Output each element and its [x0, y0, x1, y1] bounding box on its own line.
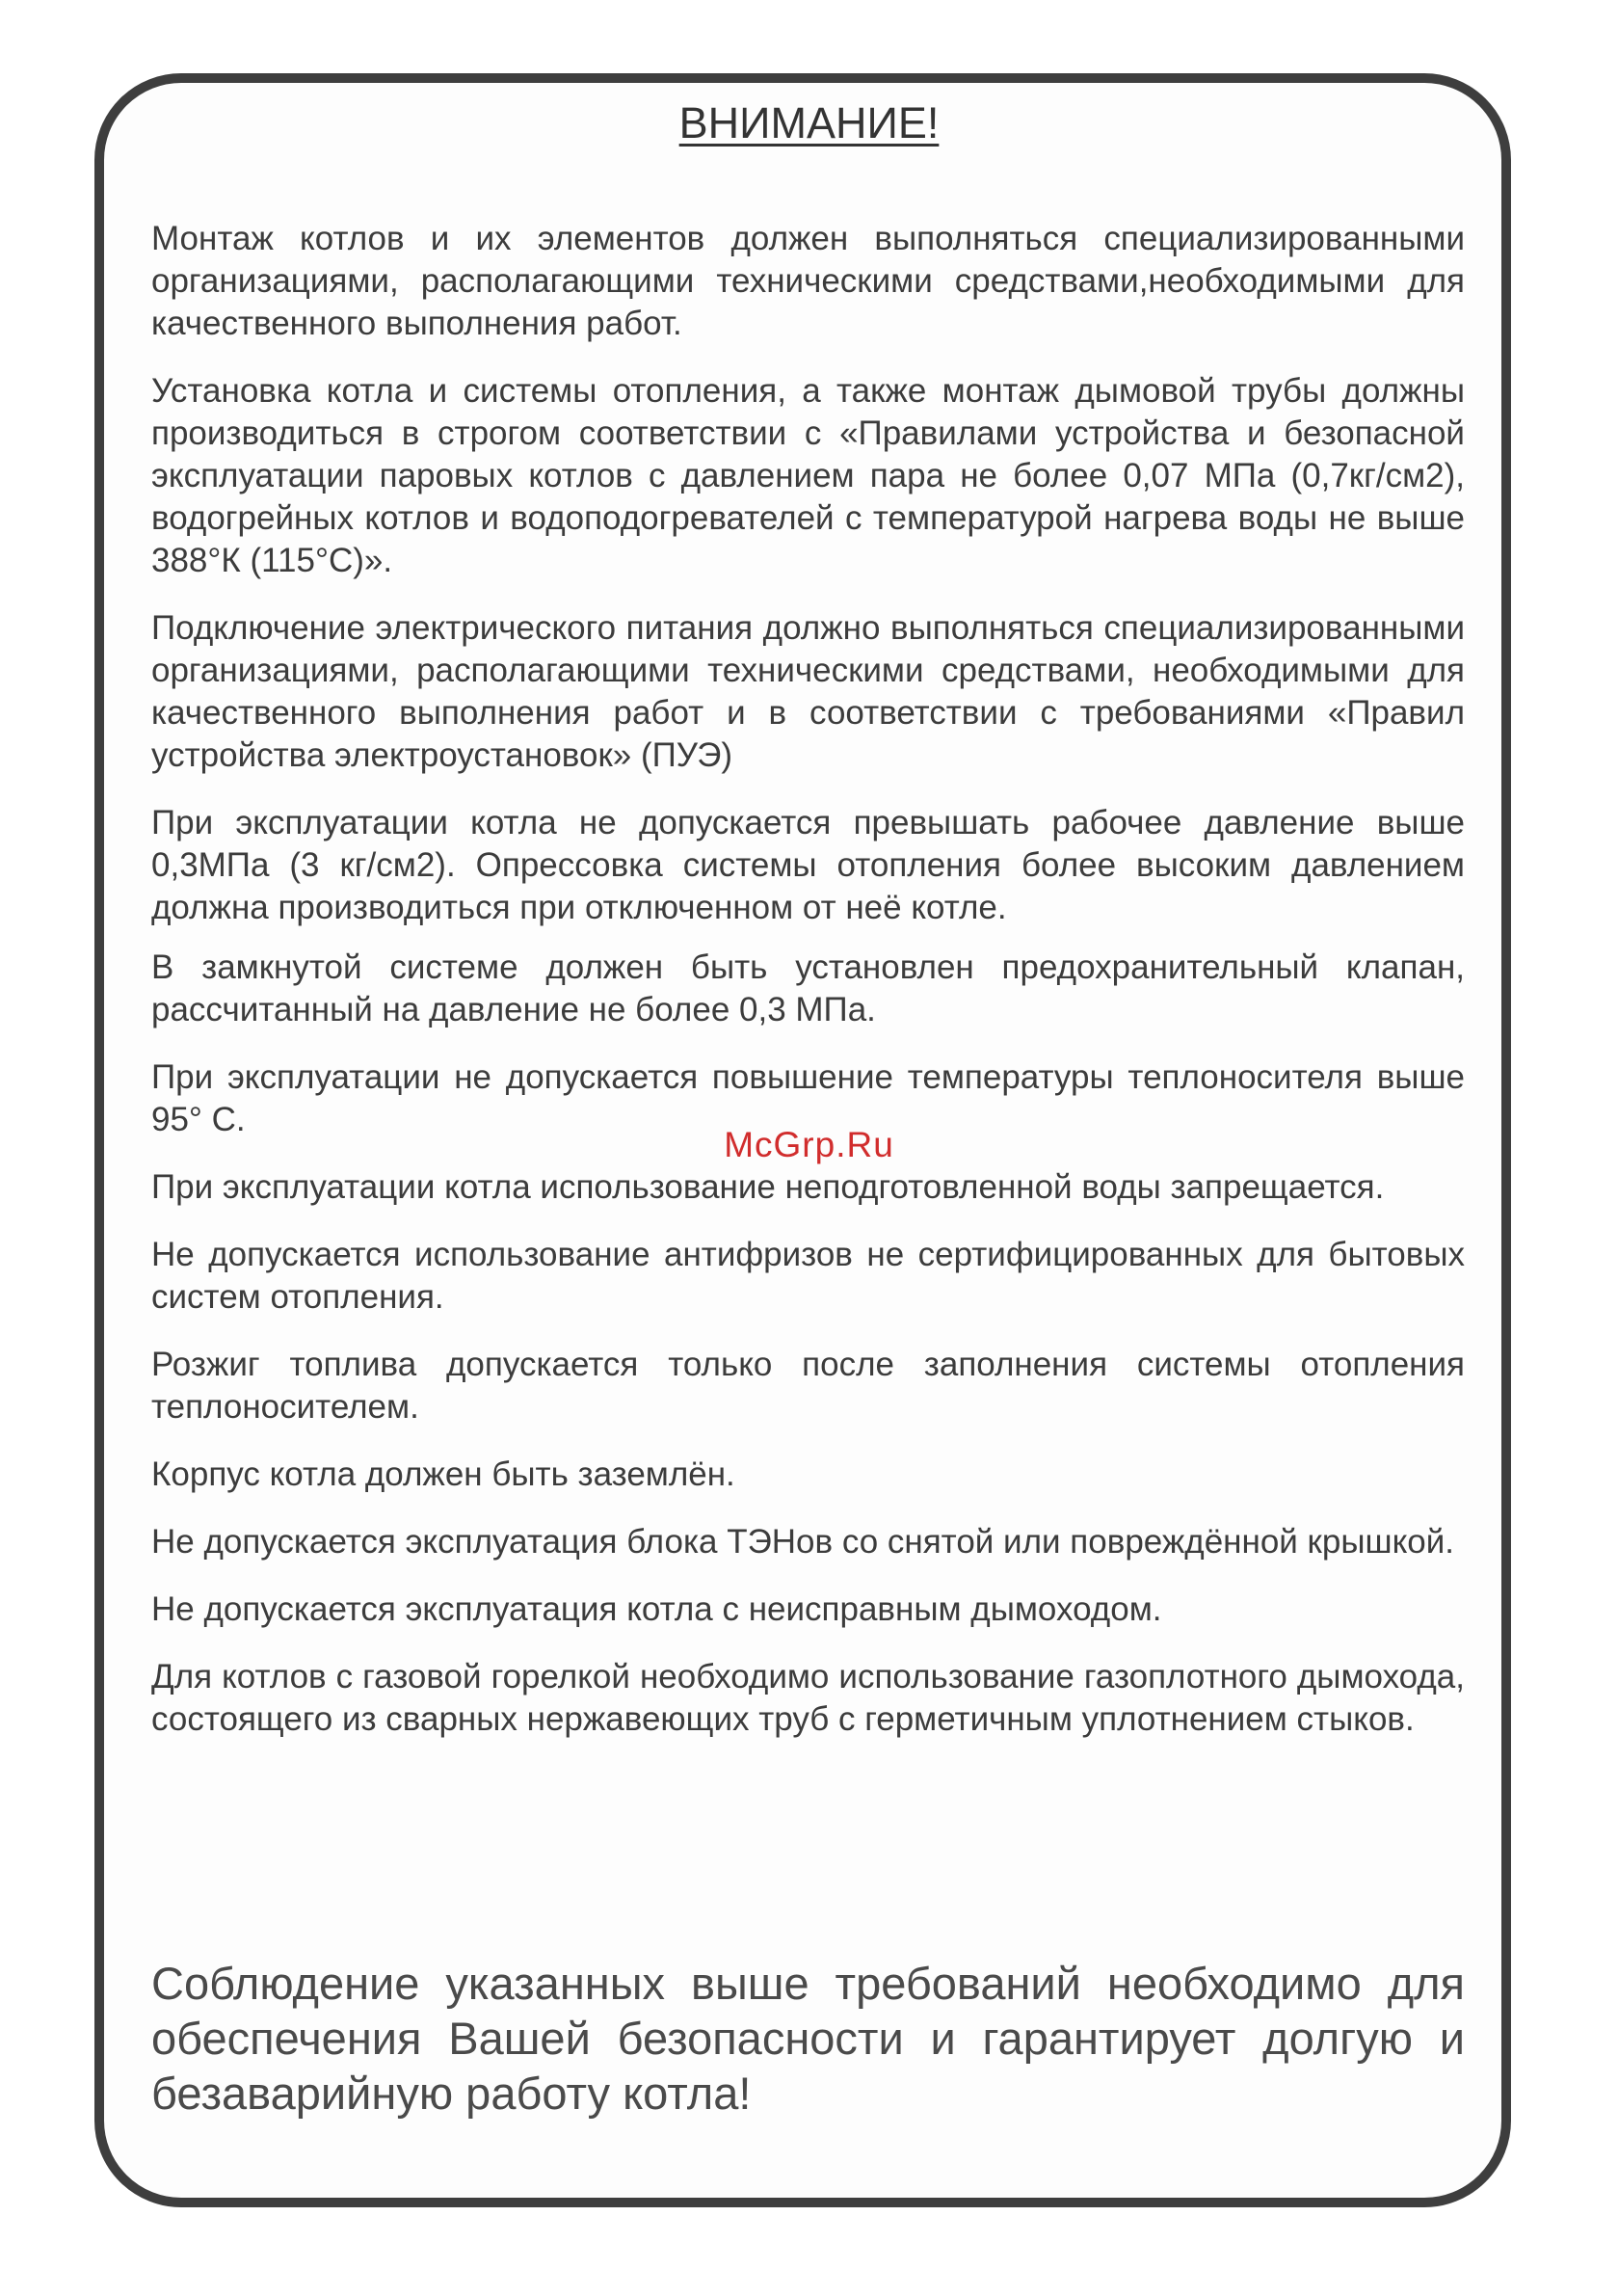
page-title-text: ВНИМАНИЕ! [678, 98, 940, 147]
paragraph-pressure: При эксплуатации котла не допускается превышать рабочее давление выше 0,3МПа (3 кг/см2). Опрессовка системы отопления более высоким давлением должна производиться при отключенном от неё котле. [151, 804, 1465, 926]
paragraph-safety-valve: В замкнутой системе должен быть установлен предохранительный клапан, рассчитанный на давление не более 0,3 МПа. [151, 948, 1465, 1028]
watermark: McGrp.Ru [724, 1125, 894, 1164]
paragraph-water: При эксплуатации котла использование неподготовленной воды запрещается. [151, 1168, 1385, 1206]
paragraph-gas-burner: Для котлов с газовой горелкой необходимо использование газоплотного дымохода, состоящего из сварных нержавеющих труб с герметичным уплотнением стыков. [151, 1658, 1465, 1738]
paragraph-antifreeze: Не допускается использование антифризов не сертифицированных для бытовых систем отопления. [151, 1236, 1465, 1316]
document-body [151, 218, 1465, 1766]
paragraph-heater-cover: Не допускается эксплуатация блока ТЭНов со снятой или повреждённой крышкой. [151, 1523, 1455, 1561]
paragraph-installation: Монтаж котлов и их элементов должен выполняться специализированными организациями, располагающими техническими средствами,необходимыми для качественного выполнения работ. [151, 220, 1465, 342]
paragraph-chimney: Не допускается эксплуатация котла с неисправным дымоходом. [151, 1590, 1162, 1628]
paragraph-electrical: Подключение электрического питания должно выполняться специализированными организациями, располагающими техническими средствами, необходимыми для качественного выполнения работ и в соответствии с требованиями «Правил устройства электроустановок» (ПУЭ) [151, 609, 1465, 774]
paragraph-temperature: При эксплуатации не допускается повышение температуры теплоносителя выше 95° С. [151, 1058, 1465, 1138]
page-title [0, 96, 1618, 150]
paragraph-rules: Установка котла и системы отопления, а также монтаж дымовой трубы должны производиться в строгом соответствии с «Правилами устройства и безопасной эксплуатации паровых котлов с давлением пара не более 0,07 МПа (0,7кг/см2), водогрейных котлов и водоподогревателей с температурой нагрева воды не выше 388°К (115°С)». [151, 372, 1465, 579]
closing-statement: Соблюдение указанных выше требований необходимо для обеспечения Вашей безопасности и гарантирует долгую и безаварийную работу котла! [151, 1958, 1465, 2119]
paragraph-grounding: Корпус котла должен быть заземлён. [151, 1455, 735, 1493]
paragraph-ignition: Розжиг топлива допускается только после заполнения системы отопления теплоносителем. [151, 1346, 1465, 1426]
